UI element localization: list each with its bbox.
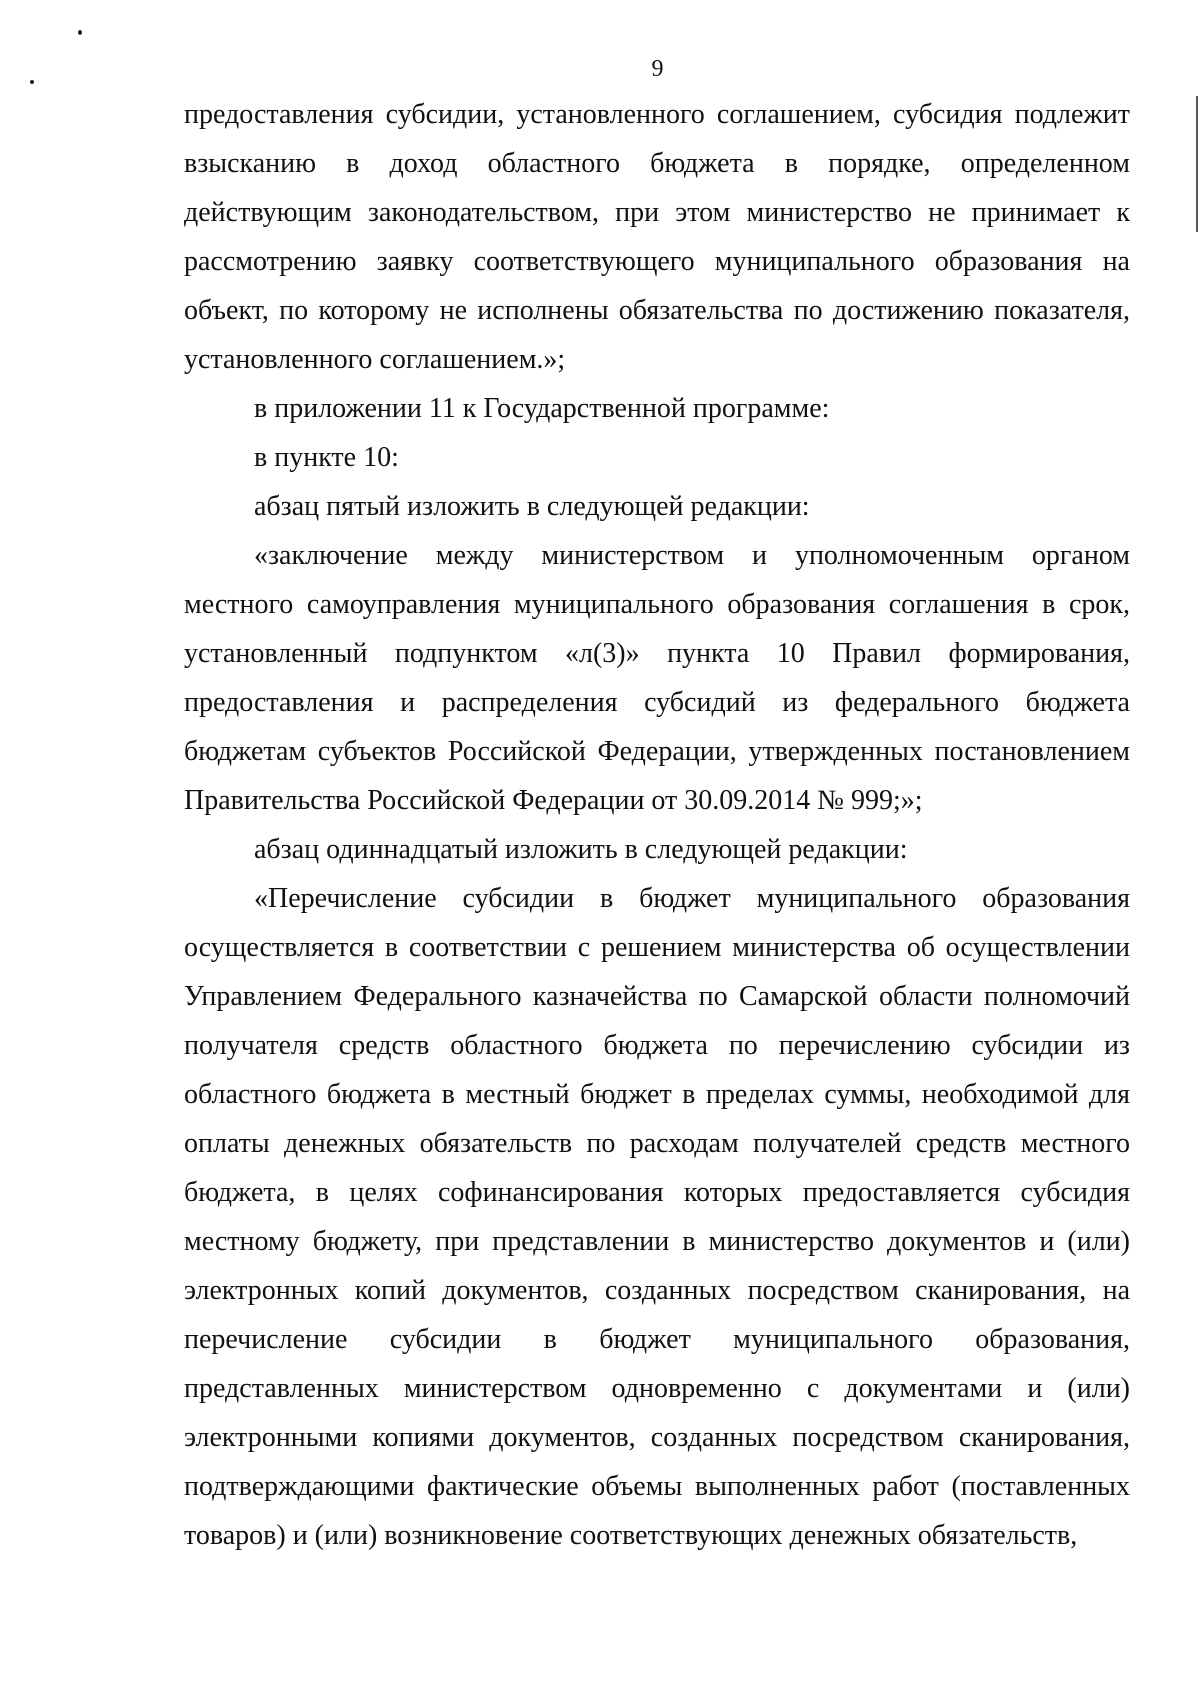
scan-speck <box>78 30 82 35</box>
scan-edge-line <box>1196 96 1198 232</box>
page-number: 9 <box>651 56 664 82</box>
document-body <box>184 90 1130 1560</box>
paragraph-agreement-quote: «заключение между министерством и уполномоченным органом местного самоуправления муниципального образования соглашения в срок, установленный подпунктом «л(3)» пункта 10 Правил формирования, предоставления и распределения субсидий из федерального бюджета бюджетам субъектов Российской Федерации, утвержденных постановлением Правительства Российской Федерации от 30.09.2014 № 999;»; <box>184 540 1130 816</box>
paragraph-fifth-indent: абзац пятый изложить в следующей редакции: <box>254 491 810 522</box>
paragraph-item-10: в пункте 10: <box>254 442 399 473</box>
paragraph-continuation: предоставления субсидии, установленного соглашением, субсидия подлежит взысканию в доход областного бюджета в порядке, определенном действующим законодательством, при этом министерство не принимает к рассмотрению заявку соответствующего муниципального образования на объект, по которому не исполнены обязательства по достижению показателя, установленного соглашением.»; <box>184 99 1130 375</box>
paragraph-appendix-11: в приложении 11 к Государственной программе: <box>254 393 830 424</box>
paragraph-eleventh-indent: абзац одиннадцатый изложить в следующей редакции: <box>254 834 908 865</box>
paragraph-transfer-quote: «Перечисление субсидии в бюджет муниципального образования осуществляется в соответствии с решением министерства об осуществлении Управлением Федерального казначейства по Самарской области полномочий получателя средств областного бюджета по перечислению субсидии из областного бюджета в местный бюджет в пределах суммы, необходимой для оплаты денежных обязательств по расходам получателей средств местного бюджета, в целях софинансирования которых предоставляется субсидия местному бюджету, при представлении в министерство документов и (или) электронных копий документов, созданных посредством сканирования, на перечисление субсидии в бюджет муниципального образования, представленных министерством одновременно с документами и (или) электронными копиями документов, созданных посредством сканирования, подтверждающими фактические объемы выполненных работ (поставленных товаров) и (или) возникновение соответствующих денежных обязательств, <box>184 883 1130 1551</box>
